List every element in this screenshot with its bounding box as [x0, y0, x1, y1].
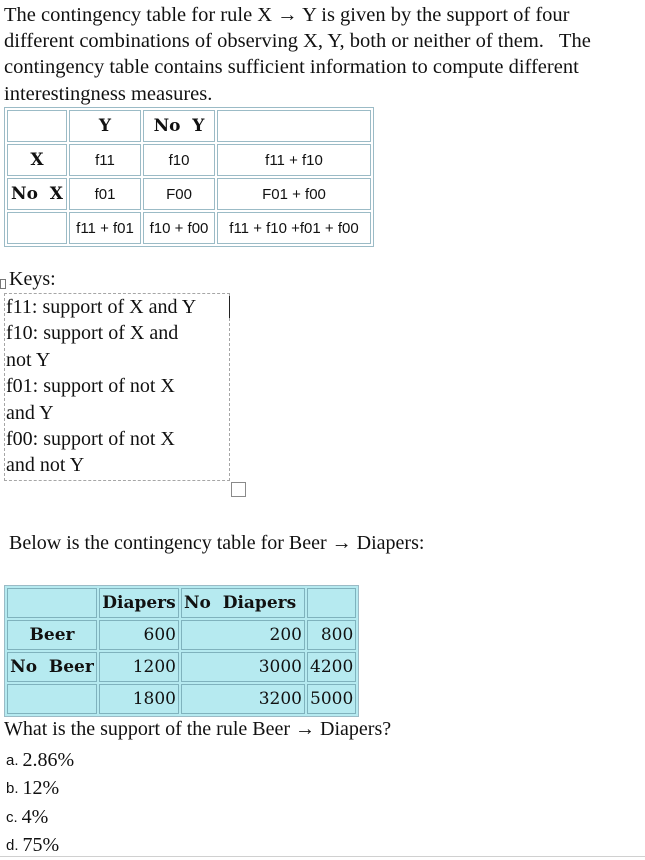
option-text: 75%: [23, 834, 60, 857]
answer-option-c[interactable]: [6, 803, 74, 832]
table-cell: f10: [143, 144, 215, 176]
key-line: f11: support of X and Y: [6, 294, 229, 320]
table-row: [7, 178, 371, 210]
table-cell: f10 + f00: [143, 212, 215, 244]
key-line: f00: support of not X: [6, 426, 229, 452]
option-letter: b.: [6, 780, 19, 797]
option-letter: c.: [6, 809, 18, 826]
option-letter: d.: [6, 837, 19, 854]
key-line: and not Y: [6, 452, 229, 478]
table-row: [7, 620, 356, 650]
key-line: f10: support of X and: [6, 320, 229, 346]
table-cell: f11 + f10: [217, 144, 371, 176]
table-row: [7, 144, 371, 176]
table-cell: [307, 588, 356, 618]
table-cell: No X: [7, 178, 67, 210]
table-cell: f01: [69, 178, 141, 210]
table-cell: Beer: [7, 620, 97, 650]
table-cell: X: [7, 144, 67, 176]
keys-text-box[interactable]: [4, 293, 230, 481]
table-cell: [217, 110, 371, 142]
table-cell: 3000: [181, 652, 305, 682]
table-caption: Below is the contingency table for Beer → Diapers:: [9, 532, 424, 555]
resize-handle[interactable]: [0, 279, 6, 289]
table-cell: f11 + f10 +f01 + f00: [217, 212, 371, 244]
table-cell: 1800: [99, 684, 179, 714]
table-cell: 5000: [307, 684, 356, 714]
table-cell: [7, 588, 97, 618]
table-cell: No Y: [143, 110, 215, 142]
table-header-row: [7, 110, 371, 142]
table-header-row: [7, 588, 356, 618]
table-row: [7, 652, 356, 682]
table-cell: F01 + f00: [217, 178, 371, 210]
table-cell: F00: [143, 178, 215, 210]
table-row: [7, 212, 371, 244]
key-line: f01: support of not X: [6, 373, 229, 399]
question-text: What is the support of the rule Beer → Diapers?: [4, 718, 391, 741]
answer-option-b[interactable]: [6, 775, 74, 804]
table-cell: Y: [69, 110, 141, 142]
table-cell: 200: [181, 620, 305, 650]
table-cell: 3200: [181, 684, 305, 714]
answer-option-a[interactable]: [6, 746, 74, 775]
option-text: 2.86%: [23, 749, 75, 772]
key-line: and Y: [6, 400, 229, 426]
table-cell: f11 + f01: [69, 212, 141, 244]
bottom-divider: [0, 856, 645, 857]
beer-diapers-table: [4, 585, 359, 717]
intro-paragraph: The contingency table for rule X → Y is given by the support of four different combinations of observing X, Y, both or neither of them. The contingency table contains sufficient information to compute different interestingness measures.: [4, 2, 634, 107]
table-cell: 600: [99, 620, 179, 650]
table-cell: No Beer: [7, 652, 97, 682]
generic-contingency-table: [4, 107, 374, 247]
answer-options: [6, 746, 74, 860]
option-text: 12%: [23, 777, 60, 800]
resize-handle[interactable]: [231, 482, 246, 497]
table-cell: No Diapers: [181, 588, 305, 618]
option-letter: a.: [6, 752, 19, 769]
table-cell: 4200: [307, 652, 356, 682]
table-cell: f11: [69, 144, 141, 176]
table-row: [7, 684, 356, 714]
table-cell: [7, 212, 67, 244]
table-cell: 1200: [99, 652, 179, 682]
option-text: 4%: [22, 806, 49, 829]
table-cell: [7, 110, 67, 142]
table-cell: [7, 684, 97, 714]
text-cursor: [229, 296, 230, 318]
keys-title: Keys:: [9, 266, 56, 292]
table-cell: Diapers: [99, 588, 179, 618]
key-line: not Y: [6, 347, 229, 373]
table-cell: 800: [307, 620, 356, 650]
